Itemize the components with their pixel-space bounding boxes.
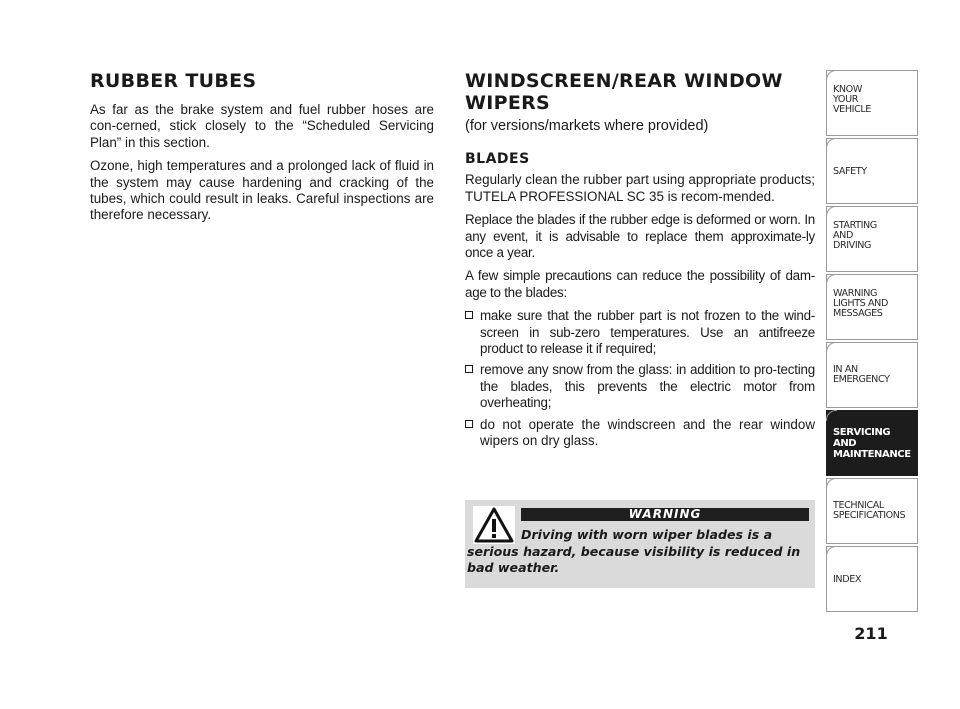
subsection-title-blades: BLADES (465, 151, 530, 168)
tab-index[interactable] (826, 546, 918, 612)
list-item (465, 308, 815, 357)
chapter-tabs (826, 70, 918, 614)
tab-label: WARNING LIGHTS AND MESSAGES (833, 288, 888, 319)
warning-label: WARNING (521, 508, 809, 521)
rubber-tubes-section (90, 70, 434, 231)
checkbox-bullet-icon (465, 420, 473, 428)
tab-label: INDEX (833, 574, 862, 585)
paragraph: As far as the brake system and fuel rubber hoses are con-cerned, stick closely to the “Scheduled Servicing Plan” in this section. (90, 102, 434, 150)
list-item-text: make sure that the rubber part is not frozen to the wind-screen in sub-zero temperatures. Use an antifreeze product to release it if required; (480, 308, 815, 357)
list-item (465, 417, 815, 450)
tab-label: SERVICING AND MAINTENANCE (833, 427, 911, 460)
tab-label: SAFETY (833, 166, 867, 177)
tab-servicing-and-maintenance[interactable] (826, 410, 918, 476)
paragraph: Ozone, high temperatures and a prolonged lack of fluid in the system may cause hardening and cracking of the tubes, which could result in leaks. Careful inspections are therefore necessary. (90, 158, 434, 223)
section-title-wipers (465, 70, 815, 114)
paragraph: Replace the blades if the rubber edge is deformed or worn. In any event, it is advisable to replace them approximate-ly once a year. (465, 212, 815, 261)
checkbox-bullet-icon (465, 365, 473, 373)
tab-technical-specifications[interactable] (826, 478, 918, 544)
checkbox-bullet-icon (465, 311, 473, 319)
precautions-list (465, 308, 815, 449)
tab-safety[interactable] (826, 138, 918, 204)
wipers-section (465, 70, 815, 455)
warning-box (465, 500, 815, 588)
title-line: WINDSCREEN/REAR WINDOW (465, 70, 783, 92)
paragraph: Regularly clean the rubber part using appropriate products; TUTELA PROFESSIONAL SC 35 is recom-mended. (465, 172, 815, 204)
warning-text: Driving with worn wiper blades is a serious hazard, because visibility is reduced in bad weather. (467, 527, 801, 575)
title-line: WIPERS (465, 92, 551, 114)
tab-warning-lights[interactable] (826, 274, 918, 340)
paragraph: A few simple precautions can reduce the possibility of dam-age to the blades: (465, 268, 815, 300)
tab-starting-and-driving[interactable] (826, 206, 918, 272)
list-item-text: do not operate the windscreen and the rear window wipers on dry glass. (480, 416, 815, 449)
tab-label: TECHNICAL SPECIFICATIONS (833, 500, 906, 521)
section-title-rubber-tubes: RUBBER TUBES (90, 70, 257, 92)
tab-label: KNOW YOUR VEHICLE (833, 84, 871, 115)
tab-in-an-emergency[interactable] (826, 342, 918, 408)
list-item (465, 362, 815, 411)
subtitle: (for versions/markets where provided) (465, 118, 709, 134)
tab-label: STARTING AND DRIVING (833, 220, 877, 251)
tab-know-your-vehicle[interactable] (826, 70, 918, 136)
list-item-text: remove any snow from the glass: in addition to pro-tecting the blades, this prevents the electric motor from overheating; (480, 362, 815, 411)
page-number: 211 (854, 624, 888, 643)
tab-label: IN AN EMERGENCY (833, 364, 890, 385)
